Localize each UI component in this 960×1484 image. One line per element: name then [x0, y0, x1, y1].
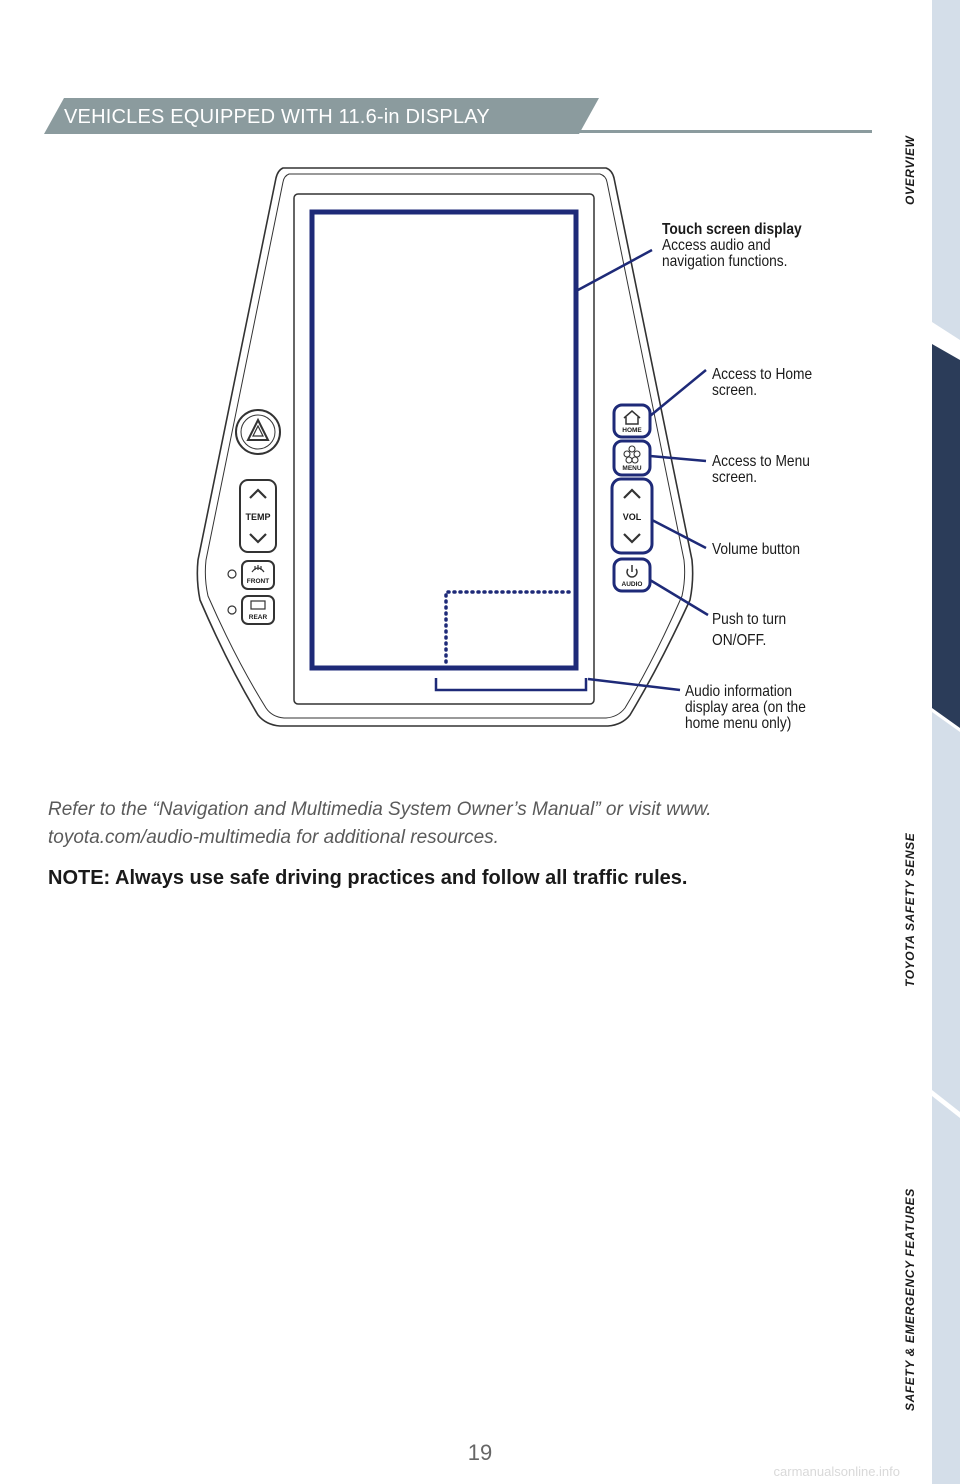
tab-features-operations[interactable]: FEATURES & OPERATIONS: [903, 444, 917, 616]
vol-label: VOL: [622, 512, 642, 522]
front-defrost-indicator: [228, 570, 236, 578]
callout-power-line2: ON/OFF.: [712, 632, 767, 649]
callout-menu: [712, 454, 810, 486]
callout-line-touch: [578, 250, 652, 290]
callout-audio-line2: display area (on the: [685, 699, 806, 716]
callout-home-line1: Access to Home: [712, 366, 813, 383]
rear-defrost-indicator: [228, 606, 236, 614]
section-title: VEHICLES EQUIPPED WITH 11.6-in DISPLAY: [64, 106, 490, 128]
callout-touch-line1: Access audio and: [662, 237, 771, 254]
volume-rocker[interactable]: [612, 479, 652, 553]
tab-overview[interactable]: OVERVIEW: [903, 135, 917, 205]
callout-touch-title: Touch screen display: [662, 221, 802, 238]
callout-touch-line2: navigation functions.: [662, 253, 788, 270]
refer-line1: Refer to the “Navigation and Multimedia System Owner’s Manual” or visit www.: [48, 799, 712, 820]
callout-line-menu: [650, 456, 706, 461]
callout-power-line1: Push to turn: [712, 611, 787, 628]
audio-label: AUDIO: [621, 581, 643, 588]
callout-volume-text: Volume button: [712, 541, 800, 558]
callout-home-line2: screen.: [712, 382, 758, 399]
callout-volume: [712, 542, 800, 558]
refer-paragraph: [48, 796, 848, 852]
callout-power: [712, 609, 786, 651]
tab-toyota-safety-sense[interactable]: TOYOTA SAFETY SENSE: [903, 832, 917, 988]
front-label: FRONT: [246, 578, 270, 585]
side-tab-strip: [896, 0, 960, 1484]
menu-label: MENU: [622, 465, 642, 472]
home-button[interactable]: [614, 405, 650, 437]
callout-line-audio-info: [588, 679, 680, 690]
callout-audio-line1: Audio information: [685, 683, 793, 700]
audio-power-button[interactable]: [614, 559, 650, 591]
page-number: 19: [467, 1440, 493, 1465]
callout-audio-info: [685, 684, 806, 732]
safety-note: NOTE: Always use safe driving practices and follow all traffic rules.: [48, 867, 688, 889]
callout-line-power: [650, 580, 708, 615]
tab-emergency-shape[interactable]: [932, 1096, 960, 1484]
audio-info-bracket: [436, 678, 586, 690]
temp-label: TEMP: [245, 512, 271, 522]
tab-overview-shape[interactable]: [932, 0, 960, 340]
touch-screen-display[interactable]: [312, 212, 576, 668]
menu-button[interactable]: [614, 441, 650, 475]
callout-line-volume: [652, 520, 706, 548]
refer-line2: toyota.com/audio-multimedia for additional resources.: [48, 827, 499, 848]
hazard-button[interactable]: [236, 410, 280, 454]
callout-touch-screen: [662, 222, 802, 270]
tab-safety-emergency[interactable]: SAFETY & EMERGENCY FEATURES: [903, 1188, 917, 1412]
callout-menu-line2: screen.: [712, 469, 758, 486]
audio-info-area-dotted: [446, 592, 572, 662]
tab-safety-sense-shape[interactable]: [932, 712, 960, 1112]
callout-home: [712, 367, 812, 399]
rear-defrost-button[interactable]: [242, 596, 274, 624]
screen-frame: [294, 194, 594, 704]
front-defrost-button[interactable]: [242, 561, 274, 589]
callout-audio-line3: home menu only): [685, 715, 792, 732]
temp-rocker[interactable]: [240, 480, 276, 552]
watermark: carmanualsonline.info: [773, 1464, 900, 1479]
rear-label: REAR: [248, 614, 268, 621]
tab-features-shape[interactable]: [932, 344, 960, 728]
home-label: HOME: [622, 427, 642, 434]
callout-menu-line1: Access to Menu: [712, 453, 810, 470]
